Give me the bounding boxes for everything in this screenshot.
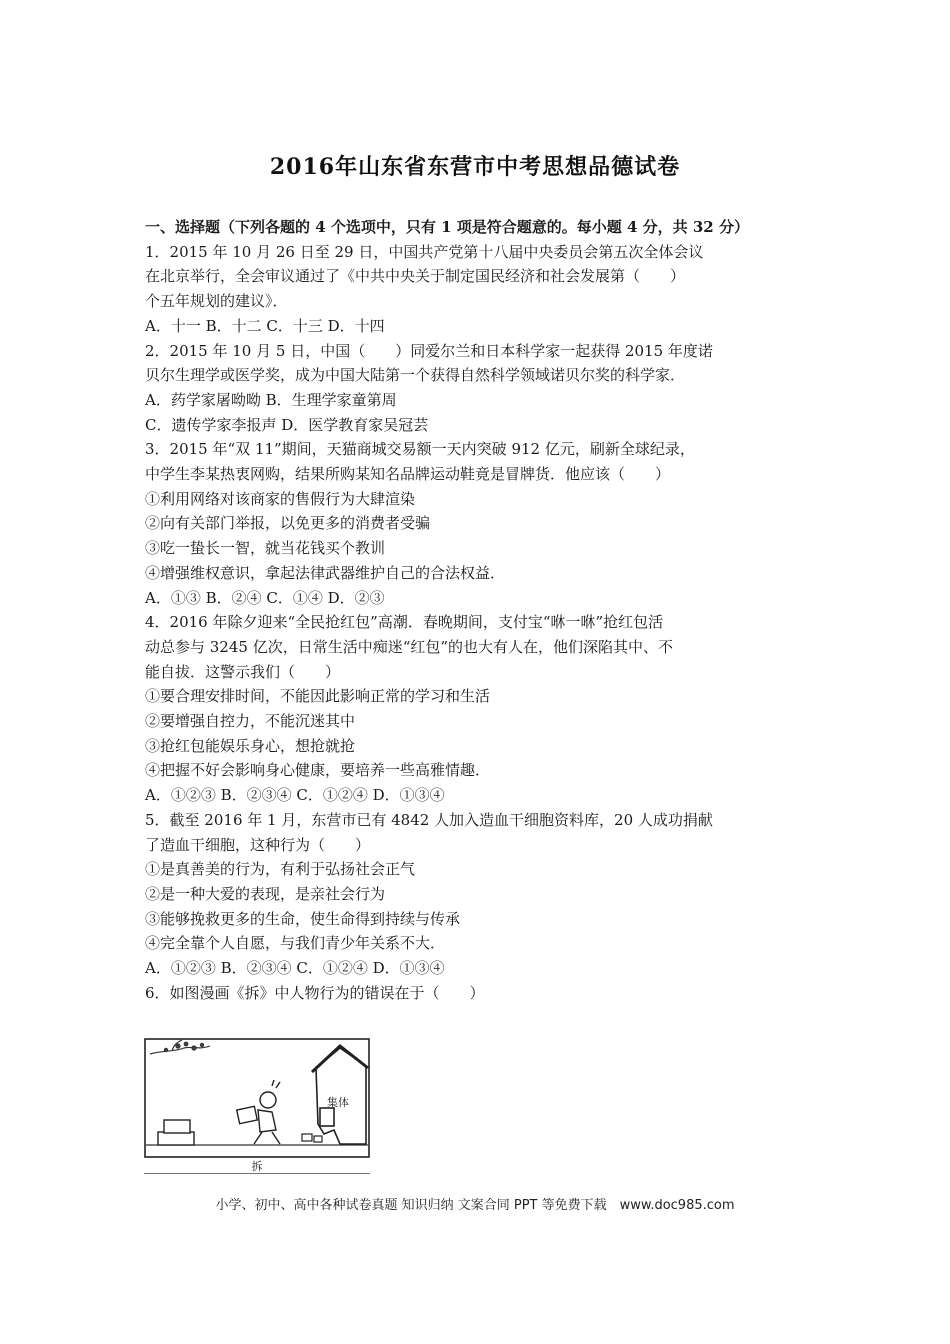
question-2 [145,339,810,438]
question-text: 在北京举行，全会审议通过了《中共中央关于制定国民经济和社会发展第（ ） [145,267,686,286]
exam-title: 2016年山东省东营市中考思想品德试卷 [269,154,681,180]
statement: ④完全靠个人自愿，与我们青少年关系不大． [145,934,446,953]
statement: ①利用网络对该商家的售假行为大肆渲染 [145,489,416,508]
question-text: 中学生李某热衷网购，结果所购某知名品牌运动鞋竟是冒牌货．他应该（ ） [145,465,671,484]
statement: ②是一种大爱的表现，是亲社会行为 [145,884,386,903]
comic-illustration [144,1038,370,1174]
question-text: 了造血干细胞，这种行为（ ） [145,835,371,854]
question-3 [145,437,810,610]
question-text: 2．2015 年 10 月 5 日，中国（ ）同爱尔兰和日本科学家一起获得 2015 年度诺 [145,341,713,360]
statement: ②向有关部门举报，以免更多的消费者受骗 [145,514,431,533]
question-5 [145,808,810,981]
question-4 [145,610,810,808]
answer-options: A．药学家屠呦呦 B．生理学家童第周 [145,390,397,409]
question-text: 贝尔生理学或医学奖，成为中国大陆第一个获得自然科学领域诺贝尔奖的科学家． [145,366,686,385]
question-text: 5．截至 2016 年 1 月，东营市已有 4842 人加入造血干细胞资料库，20 人成功捐献 [145,810,713,829]
statement: ①要合理安排时间，不能因此影响正常的学习和生活 [145,687,491,706]
question-text: 动总参与 3245 亿次，日常生活中痴迷“红包”的也大有人在，他们深陷其中、不 [145,637,674,656]
answer-options: A．①③ B．②④ C．①④ D．②③ [145,588,385,607]
statement: ③吃一蛰长一智，就当花钱买个教训 [145,539,386,558]
answer-options: A．①②③ B．②③④ C．①②④ D．①③④ [145,959,445,978]
question-text: 能自拔．这警示我们（ ） [145,662,341,681]
answer-options: A．①②③ B．②③④ C．①②④ D．①③④ [145,786,445,805]
statement: ②要增强自控力，不能沉迷其中 [145,712,356,731]
answer-options: C．遗传学家李报声 D．医学教育家吴冠芸 [145,415,429,434]
statement: ③能够挽救更多的生命，使生命得到持续与传承 [145,909,461,928]
question-text: 4．2016 年除夕迎来“全民抢红包”高潮．春晚期间，支付宝“咻一咻”抢红包活 [145,613,664,632]
answer-options: A．十一 B．十二 C．十三 D．十四 [145,316,385,335]
section-heading: 一、选择题（下列各题的 4 个选项中，只有 1 项是符合题意的。每小题 4 分，共 32 分） [145,218,749,236]
exam-body [145,215,810,1006]
footer-text: 小学、初中、高中各种试卷真题 知识归纳 文案合同 PPT 等免费下载 www.doc985.com [215,1198,735,1213]
question-6 [145,981,810,1006]
statement: ①是真善美的行为，有利于弘扬社会正气 [145,860,416,879]
statement: ④增强维权意识，拿起法律武器维护自己的合法权益． [145,563,506,582]
question-text: 1．2015 年 10 月 26 日至 29 日，中国共产党第十八届中央委员会第五次全体会议 [145,242,704,261]
question-text: 6．如图漫画《拆》中人物行为的错误在于（ ） [145,983,485,1002]
statement: ③抢红包能娱乐身心，想抢就抢 [145,736,356,755]
question-1 [145,240,810,339]
statement: ④把握不好会影响身心健康，要培养一些高雅情趣． [145,761,491,780]
question-text: 个五年规划的建议》． [145,292,288,311]
comic-caption: 拆 [251,1160,263,1173]
question-text: 3．2015 年“双 11”期间，天猫商城交易额一天内突破 912 亿元，刷新全球纪录， [145,440,695,459]
brick-pile-icon [158,1120,194,1145]
building-label: 集体 [327,1096,349,1109]
